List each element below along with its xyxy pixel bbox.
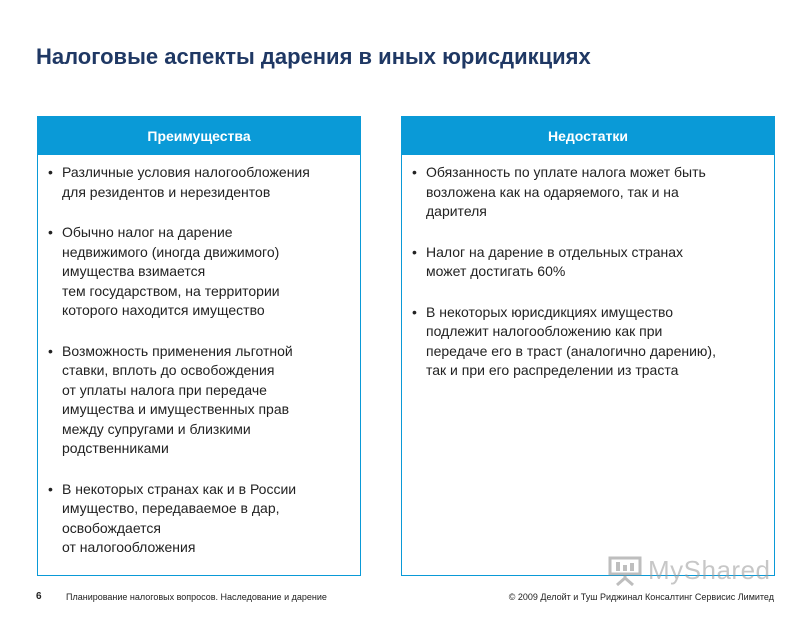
list-item: • Обычно налог на дарение недвижимого (иногда движимого) имущества взимается тем государством, на территории которого находится имущество: [48, 224, 280, 318]
watermark-text: MyShared: [648, 555, 771, 585]
footer-document-title: Планирование налоговых вопросов. Наследование и дарение: [66, 592, 327, 602]
list-item: • В некоторых юрисдикциях имущество подлежит налогообложению как при передаче его в траст (аналогично дарению), так и при его распределении из траста: [412, 303, 716, 378]
page-title: Налоговые аспекты дарения в иных юрисдикциях: [36, 44, 591, 69]
disadvantages-panel: [401, 116, 775, 576]
list-item: • Обязанность по уплате налога может быть возложена как на одаряемого, так и на дарителя: [412, 164, 706, 219]
watermark-logo: [608, 555, 771, 586]
list-item: • В некоторых странах как и в России имущество, передаваемое в дар, освобождается от налогообложения: [48, 480, 297, 555]
bullet-icon: •: [48, 224, 53, 240]
advantages-panel: [37, 116, 361, 576]
advantages-header: Преимущества: [38, 117, 360, 155]
list-item: • Налог на дарение в отдельных странах может достигать 60%: [412, 243, 684, 279]
bullet-icon: •: [48, 164, 53, 180]
bullet-icon: •: [412, 164, 417, 180]
bullet-icon: •: [48, 480, 53, 497]
bullet-icon: •: [412, 243, 417, 260]
advantages-list: [38, 155, 360, 558]
bullet-icon: •: [48, 342, 53, 359]
list-item: • Возможность применения льготной ставки, вплоть до освобождения от уплаты налога при передаче имущества и имущественных прав между супругами и близкими родственниками: [48, 342, 293, 456]
footer-copyright: © 2009 Делойт и Туш Риджинал Консалтинг Сервисис Лимитед: [508, 592, 774, 602]
bullet-icon: •: [412, 303, 417, 320]
disadvantages-list: [402, 155, 774, 381]
disadvantages-header: Недостатки: [402, 117, 774, 155]
page-number: 6: [36, 591, 42, 602]
list-item: • Различные условия налогообложения для резидентов и нерезидентов: [48, 164, 310, 200]
presentation-board-icon: [608, 556, 642, 586]
